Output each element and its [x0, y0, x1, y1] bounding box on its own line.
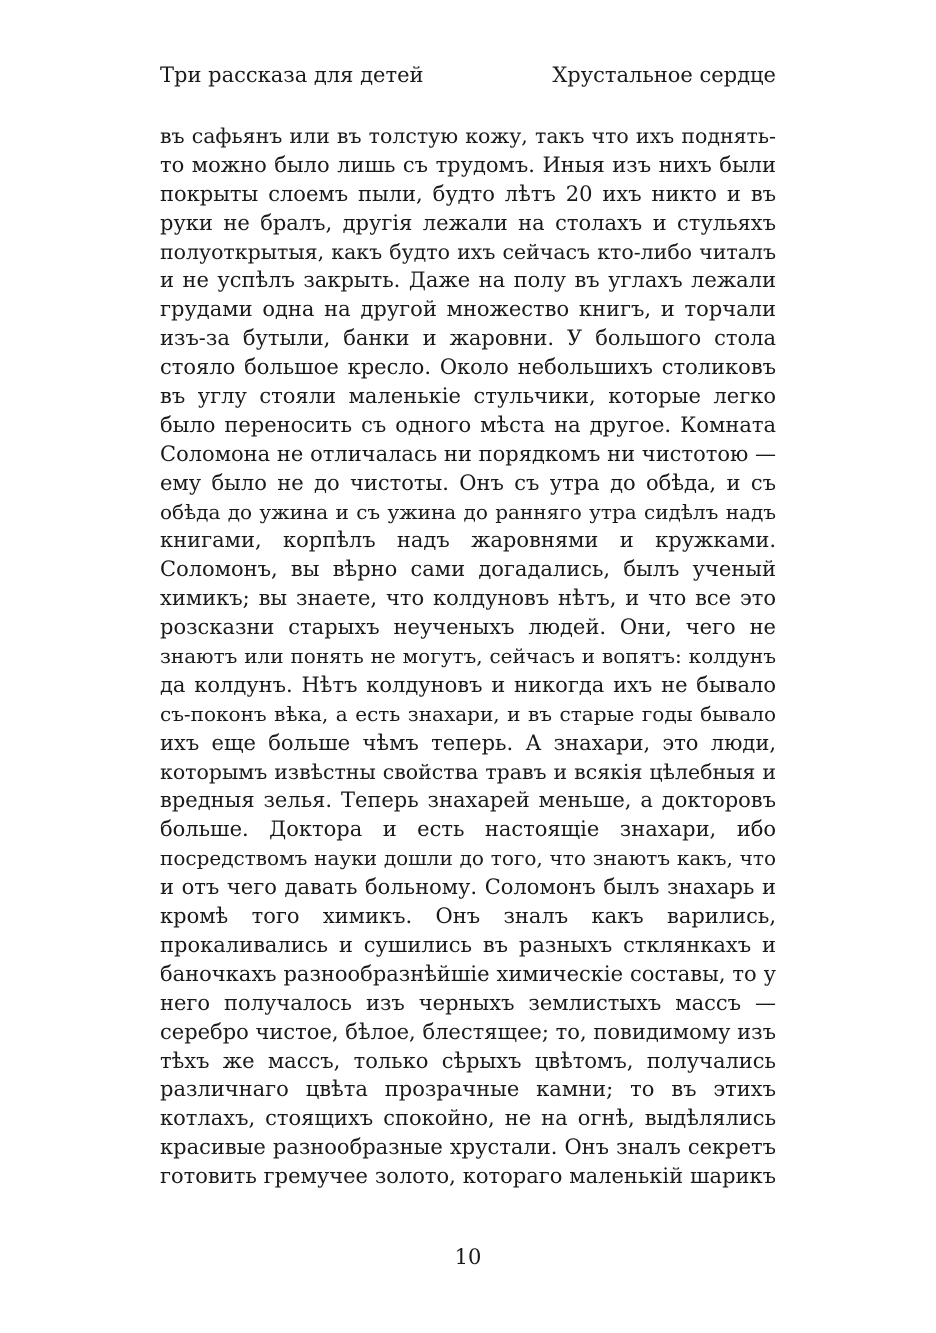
- body-text: [160, 122, 776, 1191]
- text-line: химикъ; вы знаете, что колдуновъ нѣтъ, и что все это: [160, 586, 776, 611]
- text-line: ихъ еще больше чѣмъ теперь. А знахари, это люди,: [160, 730, 776, 755]
- text-line: Соломона не отличалась ни порядкомъ ни чистотою —: [160, 441, 776, 466]
- text-line: да колдунъ. Нѣтъ колдуновъ и никогда ихъ не бывало: [160, 672, 776, 697]
- text-line: въ сафьянъ или въ толстую кожу, такъ что ихъ поднять-: [160, 124, 776, 148]
- text-line: котлахъ, стоящихъ спокойно, не на огнѣ, выдѣлялись: [160, 1106, 776, 1131]
- text-line: полуоткрытыя, какъ будто ихъ сейчасъ кто-либо читалъ: [160, 239, 776, 264]
- text-line: серебро чистое, бѣлое, блестящее; то, повидимому изъ: [160, 1019, 776, 1044]
- text-line: руки не бралъ, другія лежали на столахъ и стульяхъ: [160, 210, 776, 235]
- text-line: тѣхъ же массъ, только сѣрыхъ цвѣтомъ, получались: [160, 1048, 776, 1073]
- text-line: и отъ чего давать больному. Соломонъ былъ знахарь и: [160, 875, 776, 900]
- text-line: красивые разнообразные хрустали. Онъ зналъ секретъ: [160, 1135, 776, 1160]
- text-line: знаютъ или понять не могутъ, сейчасъ и вопятъ: колдунъ: [160, 644, 776, 669]
- text-line: него получалось изъ черныхъ землистыхъ массъ —: [160, 990, 776, 1015]
- page-number: 10: [454, 1245, 482, 1269]
- text-line: различнаго цвѣта прозрачные камни; то въ этихъ: [160, 1077, 776, 1102]
- text-line: больше. Доктора и есть настоящіе знахари, ибо: [160, 817, 776, 842]
- running-header-story-title: Хрустальное сердце: [552, 63, 776, 87]
- text-line: готовить гремучее золото, котораго маленькій шарикъ: [160, 1164, 776, 1189]
- text-line: то можно было лишь съ трудомъ. Иныя изъ нихъ были: [160, 152, 776, 177]
- text-line: вредныя зелья. Теперь знахарей меньше, а докторовъ: [160, 788, 776, 813]
- text-line: которымъ извѣстны свойства травъ и всякія цѣлебныя и: [160, 759, 776, 784]
- text-line: стояло большое кресло. Около небольшихъ столиковъ: [160, 355, 776, 380]
- text-line: баночкахъ разнообразнѣйшіе химическіе составы, то у: [160, 961, 776, 986]
- text-line: книгами, корпѣлъ надъ жаровнями и кружками.: [160, 528, 776, 553]
- text-line: ему было не до чистоты. Онъ съ утра до обѣда, и съ: [160, 470, 776, 495]
- text-line: прокаливались и сушились въ разныхъ стклянкахъ и: [160, 932, 776, 957]
- text-line: розсказни старыхъ неученыхъ людей. Они, чего не: [160, 615, 776, 640]
- text-line: грудами одна на другой множество книгъ, и торчали: [160, 297, 776, 322]
- text-line: съ-поконъ вѣка, а есть знахари, и въ старые годы бывало: [160, 701, 776, 726]
- text-line: покрыты слоемъ пыли, будто лѣтъ 20 ихъ никто и въ: [160, 181, 776, 206]
- text-line: въ углу стояли маленькіе стульчики, которые легко: [160, 384, 776, 409]
- text-line: кромѣ того химикъ. Онъ зналъ какъ варились,: [160, 904, 776, 929]
- text-line: было переносить съ одного мѣста на другое. Комната: [160, 412, 776, 437]
- text-line: посредствомъ науки дошли до того, что знаютъ какъ, что: [160, 846, 776, 871]
- text-line: Соломонъ, вы вѣрно сами догадались, былъ ученый: [160, 557, 776, 582]
- running-header-book-title: Три рассказа для детей: [160, 63, 424, 87]
- text-line: изъ-за бутыли, банки и жаровни. У большого стола: [160, 326, 776, 351]
- text-line: и не успѣлъ закрыть. Даже на полу въ углахъ лежали: [160, 268, 776, 293]
- text-line: обѣда до ужина и съ ужина до ранняго утра сидѣлъ надъ: [160, 499, 776, 524]
